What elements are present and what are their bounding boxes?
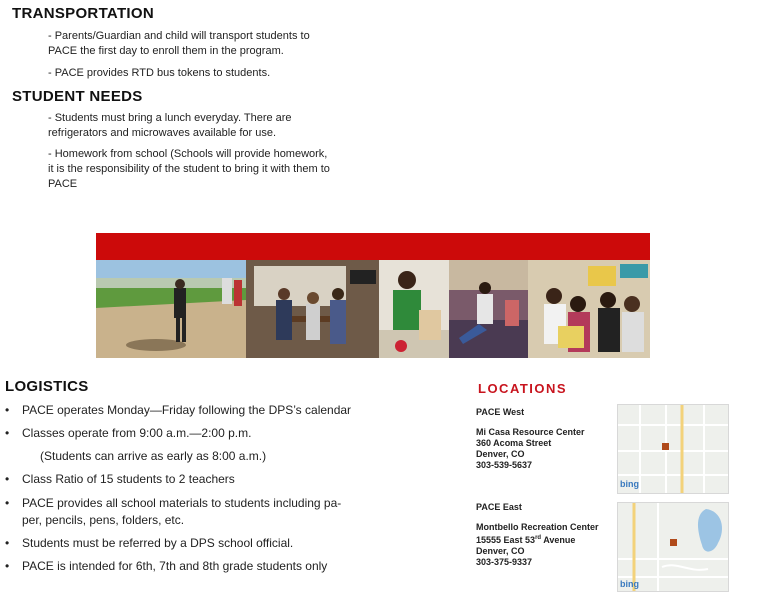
pace-east-address — [476, 522, 599, 568]
transportation-item-1 — [48, 29, 310, 59]
logistics-note: (Students can arrive as early as 8:00 a.m.) — [40, 449, 267, 463]
transportation-item-2 — [48, 66, 270, 81]
text-line: PACE the first day to enroll them in the program. — [48, 45, 284, 57]
address-line — [476, 533, 599, 546]
text-line: - Homework from school (Schools will provide homework, — [48, 148, 328, 160]
address-line: Denver, CO — [476, 449, 525, 459]
pace-west-name: PACE West — [476, 407, 525, 417]
transportation-heading: TRANSPORTATION — [12, 5, 154, 22]
logistics-heading: LOGISTICS — [5, 378, 89, 395]
address-line: Denver, CO — [476, 546, 525, 556]
bullet-icon: • — [5, 559, 10, 573]
address-part: Avenue — [541, 535, 576, 545]
photo-student-art — [379, 260, 449, 358]
logistics-text: PACE operates Monday—Friday following the DPS’s calendar — [22, 403, 352, 417]
logistics-item — [5, 536, 293, 551]
pace-west-map[interactable] — [617, 404, 729, 494]
logistics-item — [5, 472, 235, 487]
text-line: refrigerators and microwaves available for use. — [48, 127, 277, 139]
address-line: Mi Casa Resource Center — [476, 427, 585, 437]
photo-classroom — [246, 260, 379, 358]
student-needs-item-2 — [48, 147, 330, 192]
address-line: 360 Acoma Street — [476, 438, 552, 448]
address-line: Montbello Recreation Center — [476, 522, 599, 532]
logistics-text: PACE provides all school materials to students including pa- — [22, 496, 342, 510]
pace-east-name: PACE East — [476, 502, 522, 512]
bing-logo-icon: bing — [620, 479, 639, 489]
logistics-text: Students must be referred by a DPS school official. — [22, 536, 294, 550]
text-line: it is the responsibility of the student to bring it with them to — [48, 163, 330, 175]
logistics-text-continued: per, pencils, pens, folders, etc. — [22, 513, 185, 527]
locations-heading: LOCATIONS — [478, 381, 568, 396]
pace-east-map[interactable] — [617, 502, 729, 592]
address-line: 303-375-9337 — [476, 557, 533, 567]
bullet-icon: • — [5, 496, 10, 510]
text-line: PACE — [48, 178, 78, 190]
address-part: 15555 East 53 — [476, 535, 536, 545]
logistics-item — [5, 426, 251, 441]
address-superscript: rd — [535, 535, 542, 541]
bullet-icon: • — [5, 472, 10, 486]
logistics-text: Classes operate from 9:00 a.m.—2:00 p.m. — [22, 426, 252, 440]
photo-student-group — [528, 260, 650, 358]
logistics-item — [5, 496, 341, 511]
photo-soccer-field — [96, 260, 246, 358]
address-line: 303-539-5637 — [476, 460, 533, 470]
bing-logo-icon: bing — [620, 579, 639, 589]
logistics-item — [5, 403, 351, 418]
logistics-text: PACE is intended for 6th, 7th and 8th grade students only — [22, 559, 328, 573]
bullet-icon: • — [5, 426, 10, 440]
logistics-text: Class Ratio of 15 students to 2 teachers — [22, 472, 235, 486]
pace-west-address — [476, 427, 585, 471]
photo-students-floor — [449, 260, 528, 358]
text-line: - Parents/Guardian and child will transport students to — [48, 30, 310, 42]
student-needs-heading: STUDENT NEEDS — [12, 88, 143, 105]
bullet-icon: • — [5, 403, 10, 417]
student-needs-item-1 — [48, 111, 292, 141]
bullet-icon: • — [5, 536, 10, 550]
logistics-item — [5, 559, 327, 574]
red-banner — [96, 233, 650, 260]
text-line: - Students must bring a lunch everyday. There are — [48, 112, 292, 124]
text-line: - PACE provides RTD bus tokens to students. — [48, 67, 271, 79]
